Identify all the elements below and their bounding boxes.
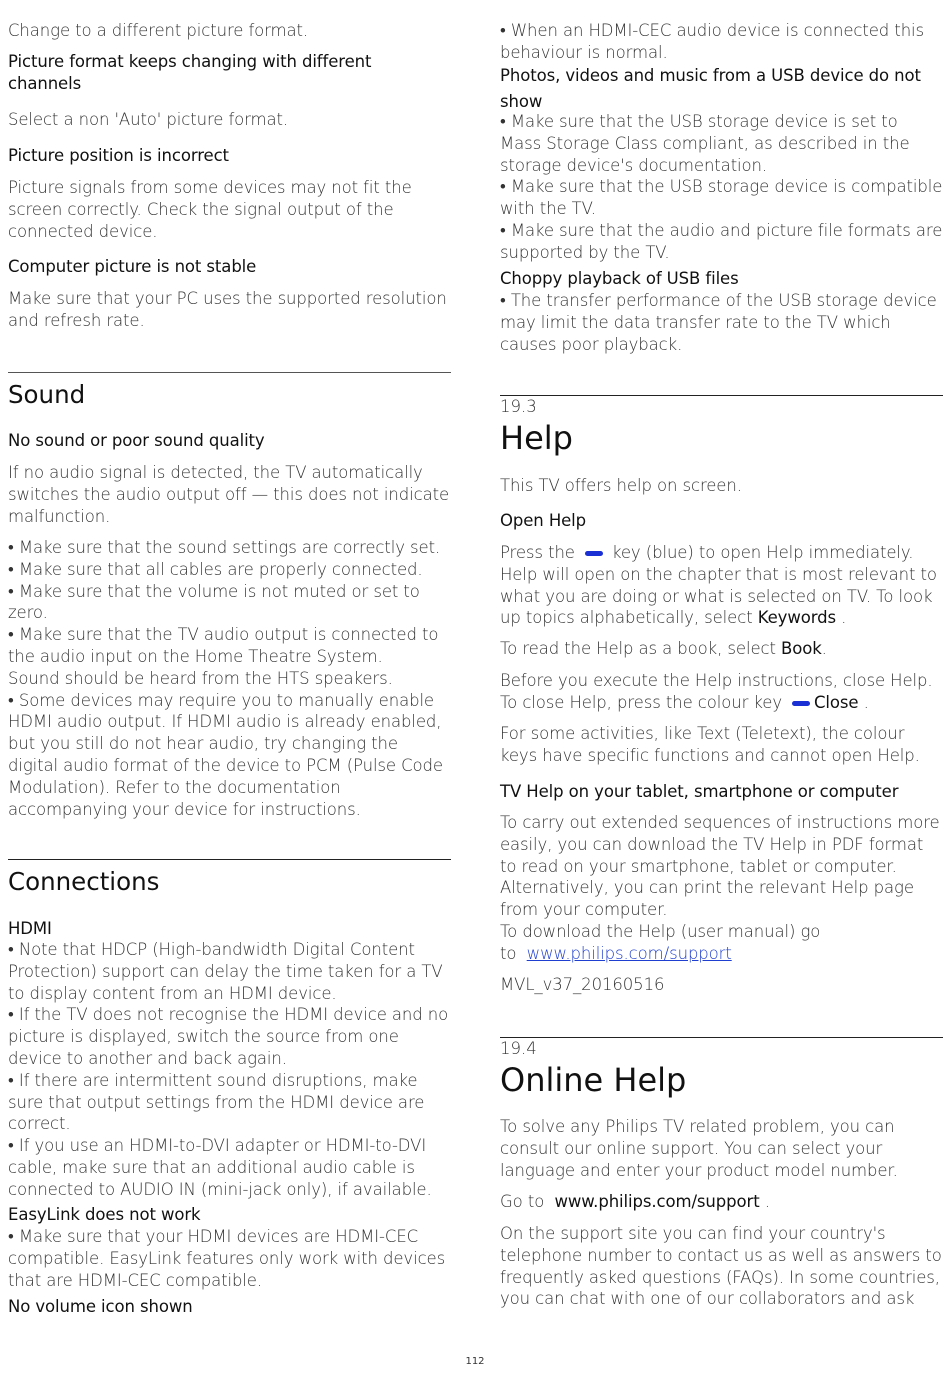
paragraph: Press the key (blue) to open Help immediately. Help will open on the chapter that is most relevant to what you are doing or what is selected on TV. To look up topics alphabetically, select Keywords . (500, 543, 937, 628)
bullet-list: • Make sure that the USB storage device is set to Mass Storage Class compliant, as described in the storage device's documentation. • Make sure that the USB storage device is compatible with the TV. • Make sure that the audio and picture file formats are supported by the TV. (500, 112, 943, 262)
paragraph: Go to www.philips.com/support . (500, 1192, 770, 1211)
section-title-online-help: Online Help (500, 1061, 687, 1099)
paragraph: To solve any Philips TV related problem, you can consult our online support. You can select your language and enter your product model number. (500, 1117, 898, 1180)
paragraph: This TV offers help on screen. (500, 476, 742, 495)
section-number: 19.4 (500, 1039, 537, 1058)
paragraph: For some activities, like Text (Teletext), the colour keys have specific functions and cannot open Help. (500, 724, 920, 765)
paragraph: • The transfer performance of the USB storage device may limit the data transfer rate to the TV which causes poor playback. (500, 291, 937, 354)
paragraph: To read the Help as a book, select Book. (500, 639, 827, 658)
section-title-sound: Sound (8, 380, 86, 409)
subheading: Picture position is incorrect (8, 146, 229, 165)
section-rule (500, 395, 943, 396)
section-rule (8, 859, 451, 860)
paragraph: to www.philips.com/support (500, 944, 732, 963)
paragraph: To carry out extended sequences of instructions more easily, you can download the TV Help in PDF format to read on your smartphone, tablet or computer. Alternatively, you can print the relevant Help page from your computer. To download the Help (user manual) go (500, 813, 940, 941)
subheading: Photos, videos and music from a USB device do not show (500, 66, 921, 111)
support-link[interactable]: www.philips.com/support (526, 944, 732, 963)
page-number: 112 (465, 1356, 485, 1367)
paragraph: Make sure that your PC uses the supported resolution and refresh rate. (8, 289, 447, 330)
blue-colour-key-icon (792, 701, 810, 706)
subheading: HDMI (8, 919, 52, 938)
keywords-term: Keywords (757, 608, 836, 628)
section-title-help: Help (500, 419, 573, 457)
version-text: MVL_v37_20160516 (500, 975, 665, 994)
subheading: Choppy playback of USB files (500, 269, 739, 288)
subheading: Picture format keeps changing with different channels (8, 52, 372, 93)
subheading: No volume icon shown (8, 1297, 193, 1316)
section-number: 19.3 (500, 397, 537, 416)
section-title-connections: Connections (8, 867, 160, 896)
section-rule (500, 1037, 943, 1038)
section-rule (8, 372, 451, 373)
bullet-list: • Note that HDCP (High-bandwidth Digital Content Protection) support can delay the time taken for a TV to display content from an HDMI device. • If the TV does not recognise the HDMI device and no picture is displayed, switch the source from one device to another and back again. • If there are intermittent sound disruptions, make sure that output settings from the HDMI device are correct. • If you use an HDMI-to-DVI adapter or HDMI-to-DVI cable, make sure that an additional audio cable is connected to AUDIO IN (mini-jack only), if available. (8, 940, 449, 1199)
paragraph: • When an HDMI-CEC audio device is connected this behaviour is normal. (500, 21, 925, 62)
bullet-list: • Make sure that your HDMI devices are HDMI-CEC compatible. EasyLink features only work with devices that are HDMI-CEC compatible. (8, 1227, 446, 1290)
paragraph: Select a non 'Auto' picture format. (8, 110, 289, 129)
bullet-list: • Make sure that the sound settings are correctly set. • Make sure that all cables are properly connected. • Make sure that the volume is not muted or set to zero. • Make sure that the TV audio output is connected to the audio input on the Home Theatre System. Sound should be heard from the HTS speakers. • Some devices may require you to manually enable HDMI audio output. If HDMI audio is already enabled, but you still do not hear audio, try changing the digital audio format of the device to PCM (Pulse Code Modulation). Refer to the documentation accompanying your device for instructions. (8, 538, 443, 819)
support-site-term: www.philips.com/support (554, 1192, 760, 1211)
subheading: Computer picture is not stable (8, 257, 257, 276)
subheading: Open Help (500, 511, 587, 530)
paragraph: On the support site you can find your country's telephone number to contact us as well as answers to frequently asked questions (FAQs). In some countries, you can chat with one of our collaborators and ask (500, 1224, 942, 1309)
subheading: TV Help on your tablet, smartphone or computer (500, 782, 899, 801)
book-term: Book (781, 639, 822, 658)
close-term: Close (814, 692, 859, 712)
paragraph: If no audio signal is detected, the TV automatically switches the audio output off — this does not indicate malfunction. (8, 463, 450, 526)
paragraph: Picture signals from some devices may not fit the screen correctly. Check the signal output of the connected device. (8, 178, 412, 241)
paragraph: Before you execute the Help instructions, close Help. To close Help, press the colour key Close . (500, 671, 933, 712)
subheading: EasyLink does not work (8, 1205, 201, 1224)
paragraph: Change to a different picture format. (8, 21, 309, 40)
blue-colour-key-icon (585, 551, 603, 556)
subheading: No sound or poor sound quality (8, 431, 265, 450)
